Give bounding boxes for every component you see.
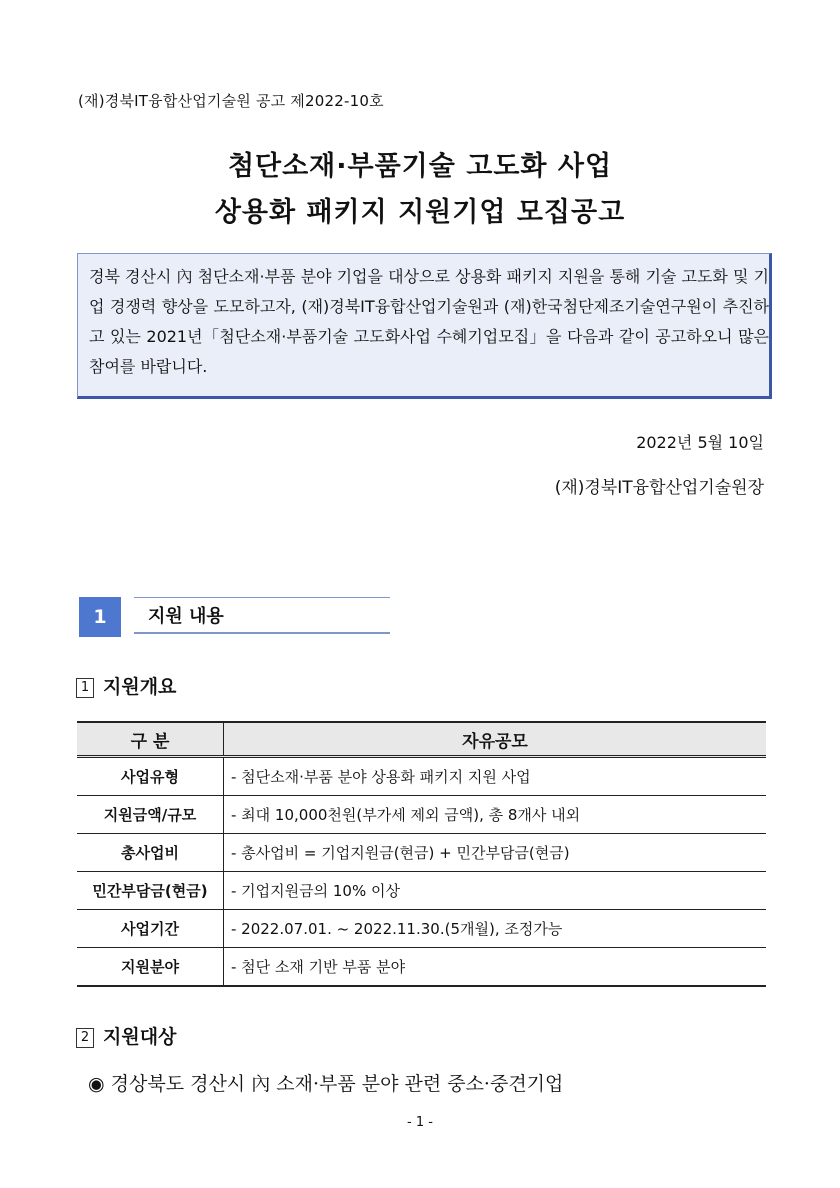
subsection-heading: 지원대상 xyxy=(103,1026,177,1048)
table-row xyxy=(77,948,766,987)
table-header-label: 구 분 xyxy=(77,722,224,757)
row-value: - 총사업비 = 기업지원금(현금) + 민간부담금(현금) xyxy=(224,834,767,872)
target-text: 경상북도 경산시 內 소재·부품 분야 관련 중소·중견기업 xyxy=(110,1073,564,1095)
table-header-row xyxy=(77,722,766,757)
notice-date: 2022년 5월 10일 xyxy=(636,433,764,452)
row-label: 지원금액/규모 xyxy=(77,796,224,834)
target-item xyxy=(88,1069,563,1096)
subsection-heading: 지원개요 xyxy=(103,676,177,698)
row-value: - 최대 10,000천원(부가세 제외 금액), 총 8개사 내외 xyxy=(224,796,767,834)
table-row xyxy=(77,796,766,834)
row-value: - 2022.07.01. ~ 2022.11.30.(5개월), 조정가능 xyxy=(224,910,767,948)
table-row xyxy=(77,872,766,910)
row-label: 민간부담금(현금) xyxy=(77,872,224,910)
row-label: 사업유형 xyxy=(77,757,224,796)
row-value: - 첨단소재·부품 분야 상용화 패키지 지원 사업 xyxy=(224,757,767,796)
row-label: 사업기간 xyxy=(77,910,224,948)
section-title: 지원 내용 xyxy=(134,597,390,634)
subsection-number-box: 2 xyxy=(76,1028,94,1048)
subsection-target xyxy=(76,1022,176,1049)
table-row xyxy=(77,834,766,872)
page-number: - 1 - xyxy=(407,1115,433,1130)
table-row xyxy=(77,757,766,796)
title-line-2: 상용화 패키지 지원기업 모집공고 xyxy=(214,197,626,228)
row-value: - 첨단 소재 기반 부품 분야 xyxy=(224,948,767,987)
section-number-badge: 1 xyxy=(79,597,121,637)
row-label: 지원분야 xyxy=(77,948,224,987)
intro-box: 경북 경산시 內 첨단소재·부품 분야 기업을 대상으로 상용화 패키지 지원을 통해 기술 고도화 및 기업 경쟁력 향상을 도모하고자, (재)경북IT융합산업기술원과 (재)한국첨단제조기술연구원이 추진하고 있는 2021년「첨단소재·부품기술 고도화사업 수혜기업모집」을 다음과 같이 공고하오니 많은 참여를 바랍니다. xyxy=(77,253,772,399)
table-row xyxy=(77,910,766,948)
bullet-icon: ◉ xyxy=(88,1073,105,1095)
overview-table xyxy=(77,721,766,987)
subsection-number-box: 1 xyxy=(76,678,94,698)
subsection-overview xyxy=(76,672,176,699)
table-header-value: 자유공모 xyxy=(224,722,767,757)
notice-number: (재)경북IT융합산업기술원 공고 제2022-10호 xyxy=(78,92,384,110)
row-label: 총사업비 xyxy=(77,834,224,872)
title-line-1: 첨단소재·부품기술 고도화 사업 xyxy=(227,151,613,182)
row-value: - 기업지원금의 10% 이상 xyxy=(224,872,767,910)
issuing-organization: (재)경북IT융합산업기술원장 xyxy=(554,478,764,498)
